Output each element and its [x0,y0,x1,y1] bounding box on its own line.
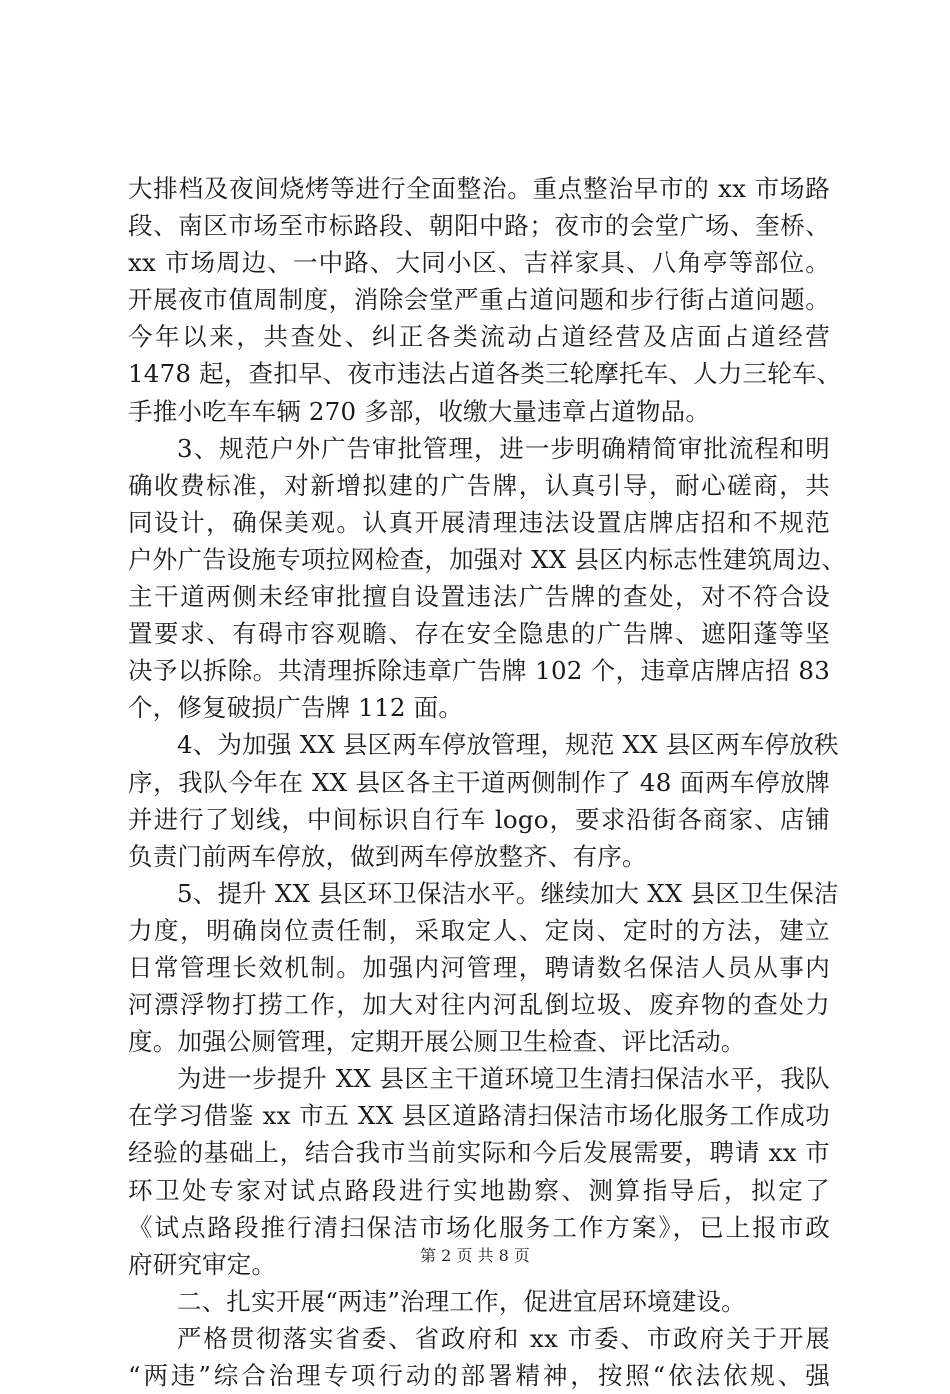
document-body [128,170,847,1394]
text-line: 河漂浮物打捞工作，加大对往内河乱倒垃圾、废弃物的查处力 [128,990,830,1020]
text-line: 户外广告设施专项拉网检查，加强对 XX 县区内标志性建筑周边、 [128,544,847,574]
text-line: 《试点路段推行清扫保洁市场化服务工作方案》，已上报市政 [128,1212,830,1242]
text-line: 1478 起，查扣早、夜市违法占道各类三轮摩托车、人力三轮车、 [128,359,842,389]
text-line: 决予以拆除。共清理拆除违章广告牌 102 个，违章店牌店招 83 [128,656,830,686]
text-line: 序，我队今年在 XX 县区各主干道两侧制作了 48 面两车停放牌 [128,767,830,797]
page-number-footer: 第 2 页 共 8 页 [420,1246,530,1265]
text-line: “两违”综合治理专项行动的部署精神，按照“依法依规、强 [128,1361,830,1390]
text-line: 府研究审定。 [128,1249,277,1279]
section-heading: 二、扎实开展“两违”治理工作，促进宜居环境建设。 [177,1286,746,1316]
text-line: 手推小吃车车辆 270 多部，收缴大量违章占道物品。 [128,396,711,426]
text-line: 个，修复破损广告牌 112 面。 [128,693,464,723]
text-line: 开展夜市值周制度，消除会堂严重占道问题和步行街占道问题。 [128,285,830,315]
text-line: 经验的基础上，结合我市当前实际和今后发展需要，聘请 xx 市 [128,1138,830,1168]
text-line: 度。加强公厕管理，定期开展公厕卫生检查、评比活动。 [128,1027,746,1057]
text-line: 并进行了划线，中间标识自行车 logo，要求沿街各商家、店铺 [128,804,830,834]
paragraph-start-line: 为进一步提升 XX 县区主干道环境卫生清扫保洁水平，我队 [177,1064,830,1094]
text-line: 确收费标准，对新增拟建的广告牌，认真引导，耐心磋商，共 [128,470,830,500]
text-line: 大排档及夜间烧烤等进行全面整治。重点整治早市的 xx 市场路 [128,174,830,203]
text-line: 在学习借鉴 xx 市五 XX 县区道路清扫保洁市场化服务工作成功 [128,1101,830,1131]
paragraph-start-line: 5、提升 XX 县区环卫保洁水平。继续加大 XX 县区卫生保洁 [177,878,839,908]
text-line: 力度，明确岗位责任制，采取定人、定岗、定时的方法，建立 [128,915,830,945]
text-line: 主干道两侧未经审批擅自设置违法广告牌的查处，对不符合设 [128,582,830,612]
text-line: 今年以来，共查处、纠正各类流动占道经营及店面占道经营 [128,322,830,352]
text-line: 段、南区市场至市标路段、朝阳中路；夜市的会堂广场、奎桥、 [128,211,830,241]
paragraph-start-line: 4、为加强 XX 县区两车停放管理，规范 XX 县区两车停放秩 [177,730,839,760]
text-line: 环卫处专家对试点路段进行实地勘察、测算指导后，拟定了 [128,1175,830,1205]
paragraph-start-line: 严格贯彻落实省委、省政府和 xx 市委、市政府关于开展 [177,1323,830,1353]
text-line: 置要求、有碍市容观瞻、存在安全隐患的广告牌、遮阳蓬等坚 [128,619,830,649]
text-line: 同设计，确保美观。认真开展清理违法设置店牌店招和不规范 [128,507,830,537]
text-line: 日常管理长效机制。加强内河管理，聘请数名保洁人员从事内 [128,952,830,982]
text-line: xx 市场周边、一中路、大同小区、吉祥家具、八角亭等部位。 [128,248,830,278]
paragraph-start-line: 3、规范户外广告审批管理，进一步明确精简审批流程和明 [177,433,830,463]
text-line: 负责门前两车停放，做到两车停放整齐、有序。 [128,841,647,871]
